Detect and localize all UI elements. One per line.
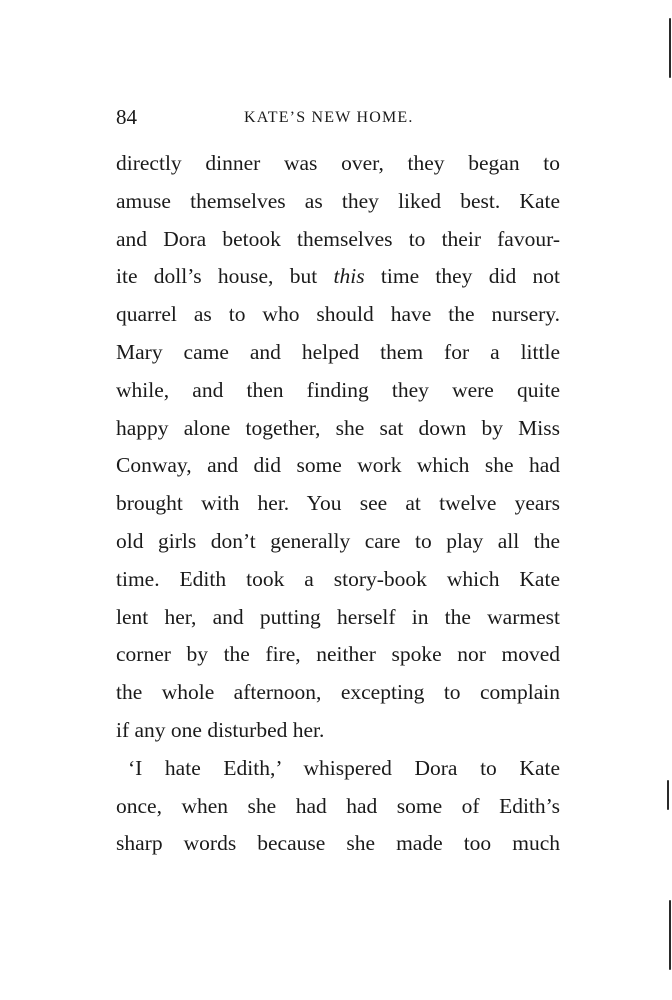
page-edge-mark: [667, 780, 669, 810]
page-edge-mark: [669, 18, 671, 78]
text-line: Mary came and helped them for a little: [116, 339, 560, 364]
text-line: ite doll’s house, but this time they did not: [116, 264, 560, 289]
text-line: once, when she had had some of Edith’s: [116, 793, 560, 818]
text-line: amuse themselves as they liked best. Kate: [116, 188, 560, 213]
text-line: quarrel as to who should have the nursery.: [116, 302, 560, 327]
text-line: sharp words because she made too much: [116, 831, 560, 856]
running-title: KATE’S NEW HOME.: [244, 109, 414, 126]
text-line: old girls don’t generally care to play all the: [116, 528, 560, 553]
text-line: time. Edith took a story-book which Kate: [116, 566, 560, 591]
text-line: brought with her. You see at twelve years: [116, 491, 560, 516]
text-line: happy alone together, she sat down by Miss: [116, 415, 560, 440]
text-line: while, and then finding they were quite: [116, 377, 560, 402]
text-line: directly dinner was over, they began to: [116, 151, 560, 175]
text-line: the whole afternoon, excepting to complain: [116, 680, 560, 705]
text-line: lent her, and putting herself in the warmest: [116, 604, 560, 629]
page-edge-mark: [669, 900, 671, 970]
page-number: 84: [116, 105, 137, 129]
body-text: [116, 145, 560, 863]
text-line: if any one disturbed her.: [116, 717, 325, 742]
page-header: [116, 103, 560, 131]
text-line: and Dora betook themselves to their favour-: [116, 226, 560, 251]
text-line: ‘I hate Edith,’ whispered Dora to Kate: [128, 755, 560, 780]
text-line: corner by the fire, neither spoke nor moved: [116, 642, 560, 667]
text-line: Conway, and did some work which she had: [116, 453, 560, 478]
